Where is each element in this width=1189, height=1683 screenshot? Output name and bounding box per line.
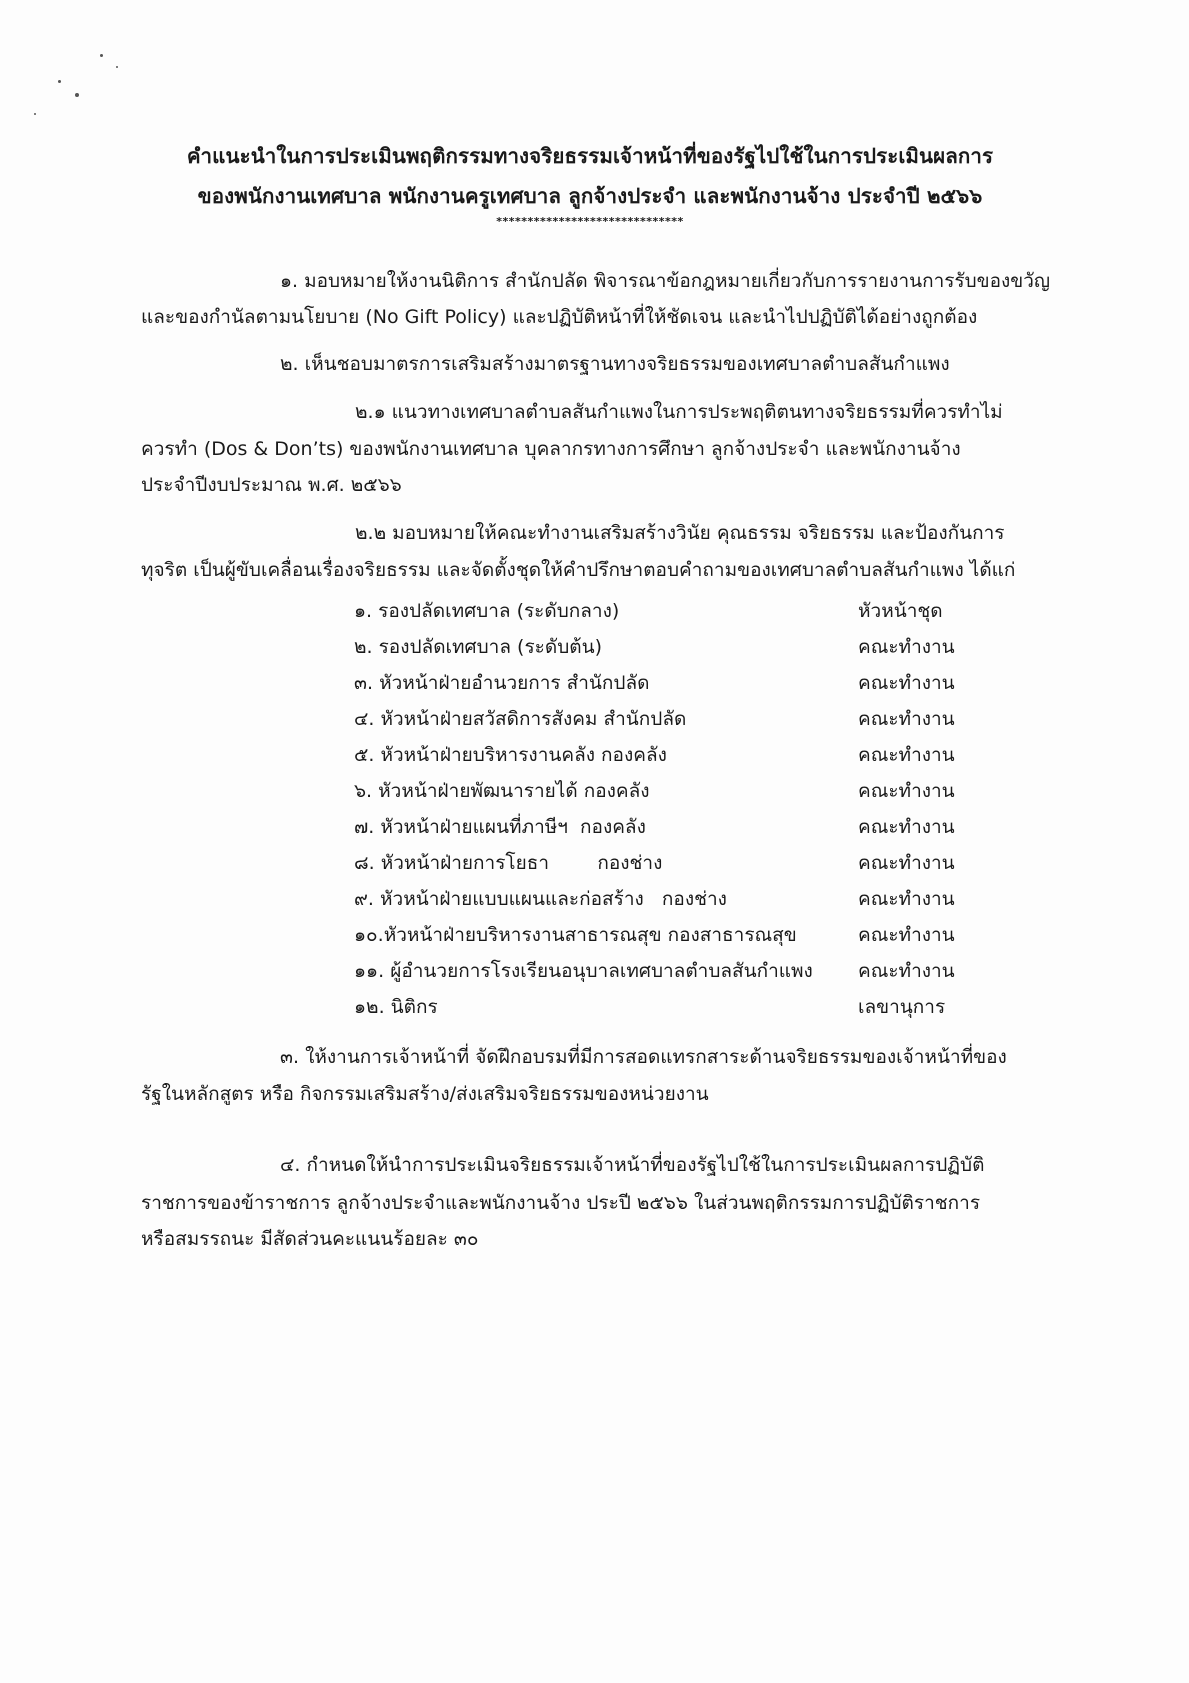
member-role: คณะทำงาน bbox=[858, 816, 955, 838]
member-name: ๕. หัวหน้าฝ่ายบริหารงานคลัง กองคลัง bbox=[354, 744, 667, 766]
paragraph-2-2-line-1: ๒.๒ มอบหมายให้คณะทำงานเสริมสร้างวินัย คุณธรรม จริยธรรม และป้องกันการ bbox=[355, 522, 1005, 544]
member-role: คณะทำงาน bbox=[858, 672, 955, 694]
member-name: ๔. หัวหน้าฝ่ายสวัสดิการสังคม สำนักปลัด bbox=[354, 708, 687, 730]
member-name: ๒. รองปลัดเทศบาล (ระดับต้น) bbox=[354, 636, 602, 658]
document-title-line-1: คำแนะนำในการประเมินพฤติกรรมทางจริยธรรมเจ้าหน้าที่ของรัฐไปใช้ในการประเมินผลการ bbox=[186, 144, 994, 168]
member-name: ๗. หัวหน้าฝ่ายแผนที่ภาษีฯ กองคลัง bbox=[354, 816, 646, 838]
scan-speck bbox=[58, 80, 61, 83]
scan-speck bbox=[116, 66, 118, 68]
paragraph-3-line-2: รัฐในหลักสูตร หรือ กิจกรรมเสริมสร้าง/ส่งเสริมจริยธรรมของหน่วยงาน bbox=[141, 1083, 709, 1105]
document-title-line-2: ของพนักงานเทศบาล พนักงานครูเทศบาล ลูกจ้างประจำ และพนักงานจ้าง ประจำปี ๒๕๖๖ bbox=[197, 184, 983, 208]
paragraph-4-line-1: ๔. กำหนดให้นำการประเมินจริยธรรมเจ้าหน้าที่ของรัฐไปใช้ในการประเมินผลการปฏิบัติ bbox=[280, 1154, 985, 1176]
member-role: คณะทำงาน bbox=[858, 744, 955, 766]
member-name: ๖. หัวหน้าฝ่ายพัฒนารายได้ กองคลัง bbox=[354, 780, 650, 802]
member-role: คณะทำงาน bbox=[858, 888, 955, 910]
scan-speck bbox=[75, 93, 79, 97]
member-name: ๑๐.หัวหน้าฝ่ายบริหารงานสาธารณสุข กองสาธารณสุข bbox=[354, 924, 797, 946]
member-role: คณะทำงาน bbox=[858, 960, 955, 982]
paragraph-2-1-line-3: ประจำปีงบประมาณ พ.ศ. ๒๕๖๖ bbox=[141, 474, 402, 496]
member-role: คณะทำงาน bbox=[858, 924, 955, 946]
paragraph-3-line-1: ๓. ให้งานการเจ้าหน้าที่ จัดฝึกอบรมที่มีการสอดแทรกสาระด้านจริยธรรมของเจ้าหน้าที่ของ bbox=[280, 1046, 1007, 1068]
member-name: ๓. หัวหน้าฝ่ายอำนวยการ สำนักปลัด bbox=[354, 672, 650, 694]
member-role: คณะทำงาน bbox=[858, 780, 955, 802]
member-name: ๘. หัวหน้าฝ่ายการโยธา กองช่าง bbox=[354, 852, 663, 874]
member-name: ๑๒. นิติกร bbox=[354, 996, 438, 1018]
paragraph-1-line-1: ๑. มอบหมายให้งานนิติการ สำนักปลัด พิจารณาข้อกฎหมายเกี่ยวกับการรายงานการรับของขวัญ bbox=[280, 270, 1051, 292]
member-role: เลขานุการ bbox=[858, 996, 946, 1018]
paragraph-4-line-2: ราชการของข้าราชการ ลูกจ้างประจำและพนักงานจ้าง ประปี ๒๕๖๖ ในส่วนพฤติกรรมการปฏิบัติราชการ bbox=[141, 1192, 981, 1214]
scan-speck bbox=[34, 113, 36, 115]
member-name: ๙. หัวหน้าฝ่ายแบบแผนและก่อสร้าง กองช่าง bbox=[354, 888, 727, 910]
paragraph-2-1-line-1: ๒.๑ แนวทางเทศบาลตำบลสันกำแพงในการประพฤติตนทางจริยธรรมที่ควรทำไม่ bbox=[355, 401, 1003, 423]
member-role: คณะทำงาน bbox=[858, 852, 955, 874]
member-role: คณะทำงาน bbox=[858, 636, 955, 658]
paragraph-2-1-line-2: ควรทำ (Dos & Don’ts) ของพนักงานเทศบาล บุคลากรทางการศึกษา ลูกจ้างประจำ และพนักงานจ้าง bbox=[141, 438, 961, 460]
member-role: คณะทำงาน bbox=[858, 708, 955, 730]
paragraph-1-line-2: และของกำนัลตามนโยบาย (No Gift Policy) และปฏิบัติหน้าที่ให้ชัดเจน และนำไปปฏิบัติได้อย่างถูกต้อง bbox=[141, 306, 978, 328]
title-separator: ****************************** bbox=[496, 215, 684, 228]
paragraph-2-2-line-2: ทุจริต เป็นผู้ขับเคลื่อนเรื่องจริยธรรม และจัดตั้งชุดให้คำปรึกษาตอบคำถามของเทศบาลตำบลสันกำแพง ได้แก่ bbox=[141, 559, 1016, 581]
paragraph-4-line-3: หรือสมรรถนะ มีสัดส่วนคะแนนร้อยละ ๓๐ bbox=[141, 1228, 479, 1250]
scan-speck bbox=[100, 54, 103, 57]
paragraph-2-line-1: ๒. เห็นชอบมาตรการเสริมสร้างมาตรฐานทางจริยธรรมของเทศบาลตำบลสันกำแพง bbox=[280, 353, 950, 375]
member-name: ๑๑. ผู้อำนวยการโรงเรียนอนุบาลเทศบาลตำบลสันกำแพง bbox=[354, 960, 813, 982]
member-name: ๑. รองปลัดเทศบาล (ระดับกลาง) bbox=[354, 600, 620, 622]
member-role: หัวหน้าชุด bbox=[858, 600, 943, 622]
